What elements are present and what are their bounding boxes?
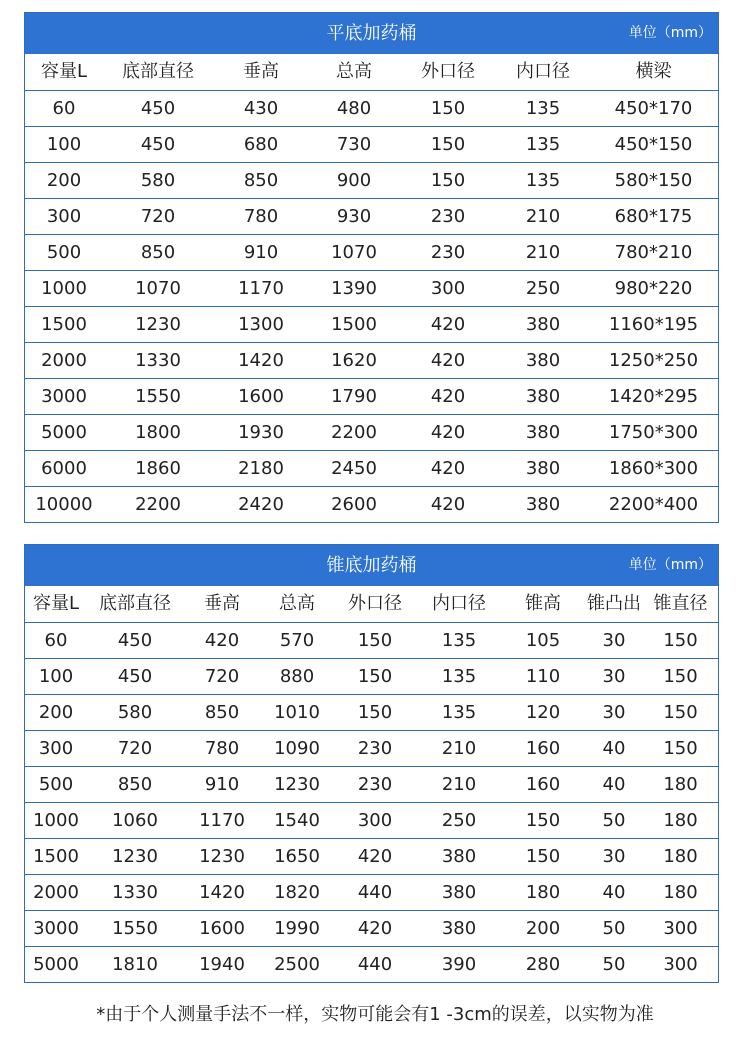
table-cell: 1090 [274,738,320,759]
table-cell: 450*170 [614,98,693,119]
table-row [25,198,718,234]
table-cell: 250 [525,278,561,299]
table-row [25,270,718,306]
table-cell: 300 [430,278,466,299]
table-cell: 1230 [274,774,320,795]
table-cell: 2200 [135,494,181,515]
table-cell: 300 [663,954,698,975]
table-cell: 1170 [238,278,284,299]
table-cell: 2420 [238,494,284,515]
table-cell: 720 [117,738,153,759]
table-cell: 1750*300 [608,422,699,443]
table-cell: 2500 [274,954,320,975]
table-body [25,54,718,522]
table-cell: 300 [46,206,82,227]
table-cell: 1500 [41,314,87,335]
table-cell: 40 [602,882,626,903]
table-row [25,622,718,658]
table-cell: 450 [117,630,153,651]
table-cell: 10000 [35,494,93,515]
table-row [25,694,718,730]
table-cell: 680*175 [614,206,693,227]
header-row [25,586,718,622]
table-cell: 1550 [135,386,181,407]
table-cell: 420 [430,494,466,515]
table-cell: 850 [117,774,153,795]
table-cell: 420 [430,314,466,335]
table-cell: 3000 [41,386,87,407]
table-cell: 50 [602,954,626,975]
table-cell: 1620 [331,350,377,371]
table-cell: 420 [357,918,393,939]
table-row [25,766,718,802]
table-cell: 380 [525,458,561,479]
table-cell: 1930 [238,422,284,443]
table-cell: 730 [336,134,372,155]
table-cell: 720 [204,666,240,687]
table-cell: 2200 [331,422,377,443]
table-cell: 105 [525,630,561,651]
table-cell: 420 [204,630,240,651]
table-cell: 150 [357,666,393,687]
table-body [25,586,718,982]
table-cell: 1060 [112,810,158,831]
table-cell: 1500 [33,846,79,867]
table-cell: 380 [525,350,561,371]
table-cell: 150 [663,702,698,723]
table-cell: 420 [430,386,466,407]
table-row [25,874,718,910]
table-cell: 850 [204,702,240,723]
table-cell: 850 [140,242,176,263]
table-cell: 180 [663,810,698,831]
table-cell: 420 [430,422,466,443]
table-cell: 1300 [238,314,284,335]
table-cell: 420 [430,458,466,479]
table-title-bar [25,13,718,54]
column-header: 垂高 [204,593,240,614]
table-cell: 135 [525,98,561,119]
unit-label: 单位（mm） [628,557,712,573]
table-cell: 1820 [274,882,320,903]
table-cell: 450*150 [614,134,693,155]
table-cell: 230 [357,738,393,759]
table-cell: 880 [279,666,315,687]
table-cell: 1540 [274,810,320,831]
table-cell: 910 [204,774,240,795]
table-row [25,162,718,198]
column-header: 总高 [279,593,315,614]
table-cell: 150 [525,810,561,831]
table-cell: 1990 [274,918,320,939]
table-cell: 150 [430,98,466,119]
table-cell: 150 [430,134,466,155]
table-cell: 580*150 [614,170,693,191]
table-cell: 380 [441,882,477,903]
cone-bottom-tank-table [24,544,719,983]
table-cell: 1500 [331,314,377,335]
table-cell: 440 [357,954,393,975]
table-cell: 300 [663,918,698,939]
table-cell: 30 [602,666,626,687]
table-cell: 30 [602,630,626,651]
table-cell: 1330 [112,882,158,903]
table-cell: 1230 [135,314,181,335]
table-cell: 1810 [112,954,158,975]
table-cell: 1650 [274,846,320,867]
table-cell: 380 [525,494,561,515]
table-cell: 1790 [331,386,377,407]
table-cell: 430 [243,98,279,119]
table-cell: 50 [602,810,626,831]
table-cell: 1070 [135,278,181,299]
table-cell: 210 [441,774,477,795]
table-cell: 250 [441,810,477,831]
table-row [25,730,718,766]
table-cell: 150 [525,846,561,867]
table-cell: 1390 [331,278,377,299]
table-cell: 450 [140,134,176,155]
table-cell: 180 [663,774,698,795]
table-cell: 3000 [33,918,79,939]
table-cell: 900 [336,170,372,191]
table-cell: 440 [357,882,393,903]
table-row [25,802,718,838]
table-cell: 100 [38,666,74,687]
table-cell: 380 [525,386,561,407]
table-row [25,306,718,342]
table-cell: 680 [243,134,279,155]
table-cell: 850 [243,170,279,191]
table-row [25,378,718,414]
table-cell: 150 [663,738,698,759]
table-cell: 1860*300 [608,458,699,479]
table-cell: 60 [44,630,68,651]
table-cell: 2600 [331,494,377,515]
table-cell: 135 [525,134,561,155]
table-row [25,414,718,450]
table-cell: 30 [602,702,626,723]
table-cell: 380 [525,422,561,443]
table-cell: 1000 [41,278,87,299]
table-cell: 930 [336,206,372,227]
table-cell: 180 [663,882,698,903]
table-cell: 780 [204,738,240,759]
column-header: 容量L [32,593,80,614]
table-cell: 1330 [135,350,181,371]
unit-label: 单位（mm） [628,25,712,41]
table-cell: 380 [441,846,477,867]
table-cell: 1420 [199,882,245,903]
table-cell: 135 [441,630,477,651]
table-title-bar [25,545,718,586]
column-header: 内口径 [432,593,486,614]
table-cell: 120 [525,702,561,723]
table-cell: 780*210 [614,242,693,263]
table-cell: 2450 [331,458,377,479]
table-cell: 980*220 [614,278,693,299]
table-cell: 135 [441,666,477,687]
table-cell: 180 [663,846,698,867]
table-cell: 150 [357,630,393,651]
table-cell: 390 [441,954,477,975]
table-cell: 1010 [274,702,320,723]
column-header: 容量L [40,61,88,82]
table-cell: 910 [243,242,279,263]
table-cell: 200 [525,918,561,939]
table-row [25,486,718,522]
table-cell: 5000 [33,954,79,975]
flat-bottom-tank-table [24,12,719,523]
table-cell: 450 [117,666,153,687]
column-header: 底部直径 [99,593,171,614]
table-row [25,910,718,946]
table-cell: 160 [525,774,561,795]
column-header: 总高 [336,61,372,82]
table-cell: 110 [525,666,561,687]
table-row [25,838,718,874]
table-cell: 150 [357,702,393,723]
table-cell: 500 [46,242,82,263]
table-cell: 1600 [238,386,284,407]
table-cell: 300 [38,738,74,759]
table-cell: 2180 [238,458,284,479]
table-cell: 1230 [112,846,158,867]
table-cell: 135 [525,170,561,191]
table-cell: 280 [525,954,561,975]
table-cell: 230 [357,774,393,795]
table-cell: 380 [441,918,477,939]
table-cell: 780 [243,206,279,227]
table-cell: 580 [117,702,153,723]
table-cell: 1170 [199,810,245,831]
table-cell: 2000 [41,350,87,371]
table-cell: 1420*295 [608,386,699,407]
column-header: 锥凸出 [587,593,641,614]
measurement-note: *由于个人测量手法不一样，实物可能会有1 -3cm的误差，以实物为准 [96,1004,654,1025]
table-cell: 40 [602,738,626,759]
table-cell: 135 [441,702,477,723]
table-cell: 60 [52,98,76,119]
table-cell: 230 [430,242,466,263]
table-cell: 1800 [135,422,181,443]
table-row [25,450,718,486]
table-cell: 420 [357,846,393,867]
table-cell: 200 [38,702,74,723]
table-cell: 160 [525,738,561,759]
column-header: 横梁 [635,61,672,82]
table-cell: 450 [140,98,176,119]
table-cell: 40 [602,774,626,795]
table-cell: 5000 [41,422,87,443]
table-cell: 2000 [33,882,79,903]
table-cell: 1550 [112,918,158,939]
table-cell: 380 [525,314,561,335]
table-cell: 580 [140,170,176,191]
table-cell: 100 [46,134,82,155]
table-row [25,658,718,694]
table-row [25,126,718,162]
table-cell: 210 [441,738,477,759]
table-cell: 230 [430,206,466,227]
table-cell: 1160*195 [608,314,699,335]
column-header: 底部直径 [122,61,194,82]
column-header: 锥高 [525,593,561,614]
table-cell: 1420 [238,350,284,371]
table-row [25,946,718,982]
table-row [25,234,718,270]
column-header: 内口径 [516,61,570,82]
table-cell: 200 [46,170,82,191]
column-header: 外口径 [348,593,402,614]
table-cell: 480 [336,98,372,119]
table-row [25,90,718,126]
column-header: 外口径 [421,61,475,82]
table-cell: 1230 [199,846,245,867]
table-cell: 150 [663,666,698,687]
table-cell: 420 [430,350,466,371]
table-cell: 300 [357,810,393,831]
column-header: 锥直径 [653,593,708,614]
table-cell: 1250*250 [608,350,699,371]
table-cell: 1000 [33,810,79,831]
table-cell: 210 [525,206,561,227]
table-cell: 1940 [199,954,245,975]
table-title: 锥底加药桶 [326,555,417,576]
table-cell: 720 [140,206,176,227]
table-cell: 2200*400 [608,494,699,515]
header-row [25,54,718,90]
table-cell: 180 [525,882,561,903]
table-cell: 6000 [41,458,87,479]
table-cell: 1600 [199,918,245,939]
table-cell: 570 [279,630,315,651]
table-cell: 50 [602,918,626,939]
table-cell: 1860 [135,458,181,479]
table-cell: 500 [38,774,74,795]
column-header: 垂高 [243,61,279,82]
table-cell: 30 [602,846,626,867]
table-cell: 1070 [331,242,377,263]
table-cell: 150 [663,630,698,651]
table-title: 平底加药桶 [326,23,417,44]
table-cell: 210 [525,242,561,263]
table-row [25,342,718,378]
table-cell: 150 [430,170,466,191]
